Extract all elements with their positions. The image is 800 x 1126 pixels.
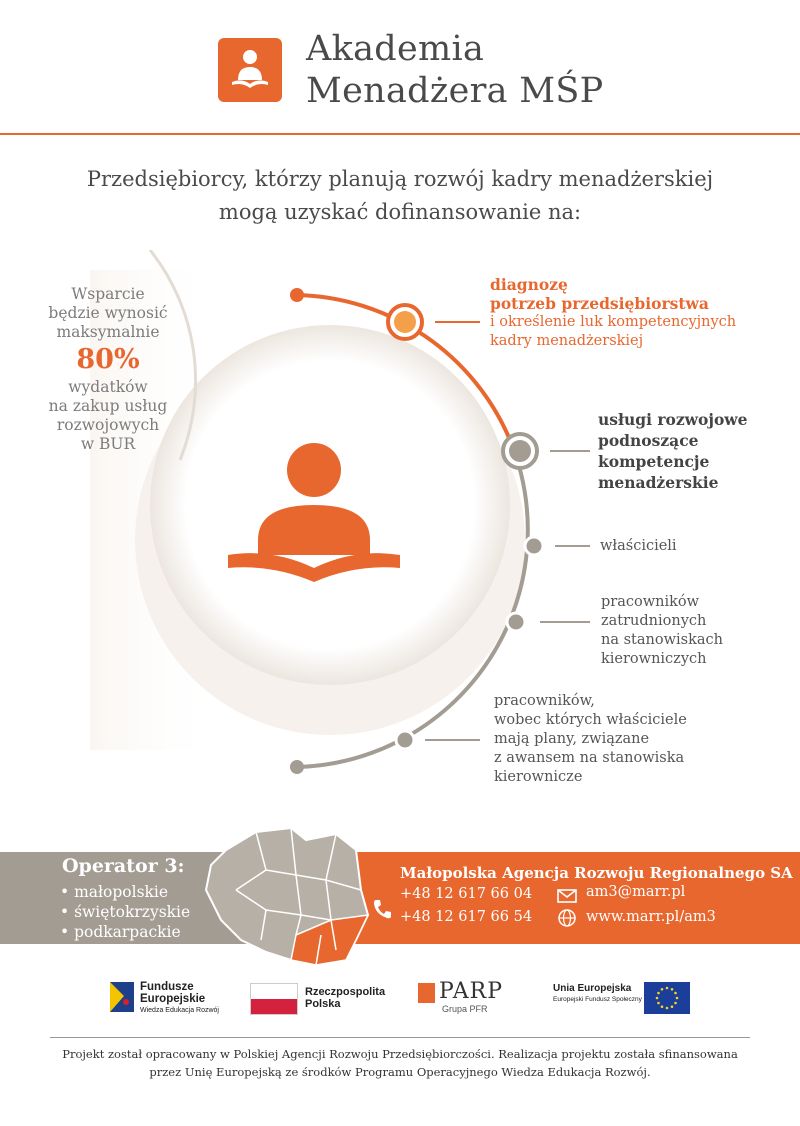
poland-map-icon xyxy=(196,820,376,980)
phone-1[interactable]: +48 12 617 66 04 xyxy=(400,886,533,902)
item-managers: pracowników zatrudnionych na stanowiskach kierowniczych xyxy=(601,594,723,667)
intro-text: Przedsiębiorcy, którzy planują rozwój kadry menadżerskiej mogą uzyskać dofinansowanie na: xyxy=(86,167,714,224)
parp-text: PARP xyxy=(439,979,504,1004)
region-item: • podkarpackie xyxy=(60,923,181,941)
node-owners xyxy=(525,537,543,555)
rp-text: Rzeczpospolita Polska xyxy=(305,986,386,1010)
phone-icon xyxy=(372,898,392,924)
website-link[interactable]: www.marr.pl/am3 xyxy=(586,909,716,925)
arc-end-dot xyxy=(290,760,304,774)
item-diagnosis: diagnozę potrzeb przedsiębiorstwa i określenie luk kompetencyjnych kadry menadżerskiej xyxy=(490,275,737,349)
ue-text: Unia Europejska Europejski Fundusz Społeczny xyxy=(553,983,642,1003)
fundusze-europejskie-logo xyxy=(108,980,136,1018)
node-managers xyxy=(507,613,525,631)
percent-value: 80% xyxy=(76,344,140,375)
phone-2[interactable]: +48 12 617 66 54 xyxy=(400,909,533,925)
header-divider xyxy=(0,133,800,135)
node-promotion xyxy=(396,731,414,749)
email-link[interactable]: am3@marr.pl xyxy=(586,884,686,900)
item-promotion: pracowników, wobec których właściciele mają plany, związane z awansem na stanowiska kierownicze xyxy=(494,693,687,785)
fe-emblem-icon xyxy=(108,980,136,1014)
mail-icon xyxy=(557,888,577,907)
item-owners: właścicieli xyxy=(600,538,677,554)
globe-icon xyxy=(558,909,576,931)
arc-start-dot xyxy=(290,288,304,302)
fe-text: Fundusze Europejskie Wiedza Edukacja Rozwój xyxy=(140,981,219,1014)
parp-sub: Grupa PFR xyxy=(442,1004,488,1014)
region-item: • małopolskie xyxy=(60,883,169,901)
operator-regions xyxy=(60,882,190,942)
parp-icon xyxy=(418,983,435,1003)
page-title: Akademia Menadżera MŚP xyxy=(306,29,604,111)
footer-text: Projekt został opracowany w Polskiej Agencji Rozwoju Przedsiębiorczości. Realizacja projektu została sfinansowana przez Unię Europejską ze środków Programu Operacyjnego Wiedza Edukacja Rozwój. xyxy=(62,1047,738,1079)
support-text: Wsparcie będzie wynosić maksymalnie 80% wydatków na zakup usług rozwojowych w BUR xyxy=(20,285,196,454)
footer-divider xyxy=(50,1037,750,1038)
organization-name: Małopolska Agencja Rozwoju Regionalnego SA xyxy=(400,864,793,882)
region-item: • świętokrzyskie xyxy=(60,903,191,921)
polish-flag-icon xyxy=(250,983,298,1015)
operator-title: Operator 3: xyxy=(62,855,185,877)
item-services: usługi rozwojowe podnoszące kompetencje menadżerskie xyxy=(598,410,748,492)
eu-flag-icon xyxy=(644,982,690,1018)
logo-icon xyxy=(218,38,282,102)
